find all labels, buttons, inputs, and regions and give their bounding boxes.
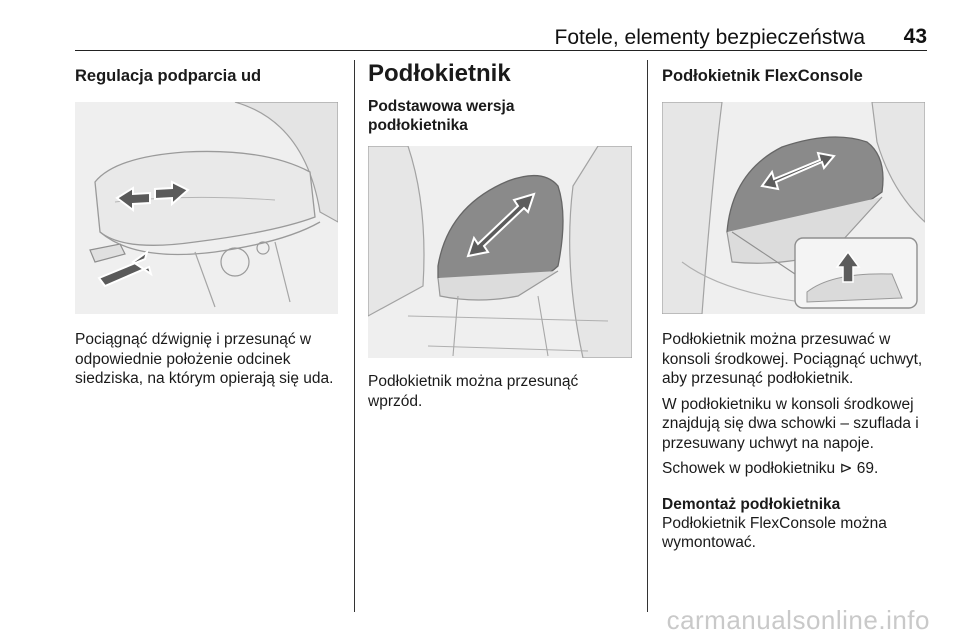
armrest-heading: Podłokietnik <box>368 60 511 87</box>
column-divider <box>647 60 648 612</box>
section-title: Fotele, elementy bezpieczeństwa <box>554 26 865 49</box>
thigh-support-illustration <box>75 102 338 314</box>
page-header <box>75 22 927 51</box>
flexconsole-para-1: Podłokietnik można przesuwać w konsoli środkowej. Pociągnąć uchwyt, aby przesunąć podłokietnik. <box>662 331 923 387</box>
watermark: carmanualsonline.info <box>666 605 930 635</box>
basic-armrest-subheading: Podstawowa wersja podłokietnika <box>368 98 515 134</box>
flexconsole-para-4: Podłokietnik FlexConsole można wymontować. <box>662 514 887 551</box>
column-flexconsole <box>662 60 928 553</box>
basic-armrest-illustration <box>368 146 632 358</box>
flexconsole-para-2: W podłokietniku w konsoli środkowej znajdują się dwa schowki – szuflada i przesuwany uchwyt na napoje. <box>662 395 919 452</box>
thigh-support-instructions: Pociągnąć dźwignię i przesunąć w odpowiednie położenie odcinek siedziska, na którym opierają się uda. <box>75 331 334 387</box>
page-number: 43 <box>903 25 927 48</box>
column-armrest <box>368 60 636 411</box>
flexconsole-para-3: Schowek w podłokietniku ⊳ 69. <box>662 460 879 477</box>
armrest-removal-subheading: Demontaż podłokietnika <box>662 495 841 513</box>
basic-armrest-instructions: Podłokietnik można przesunąć wprzód. <box>368 373 579 410</box>
thigh-support-heading: Regulacja podparcia ud <box>75 67 262 85</box>
flexconsole-illustration <box>662 102 925 314</box>
column-divider <box>354 60 355 612</box>
column-thigh-support <box>75 60 342 389</box>
flexconsole-heading: Podłokietnik FlexConsole <box>662 67 863 85</box>
